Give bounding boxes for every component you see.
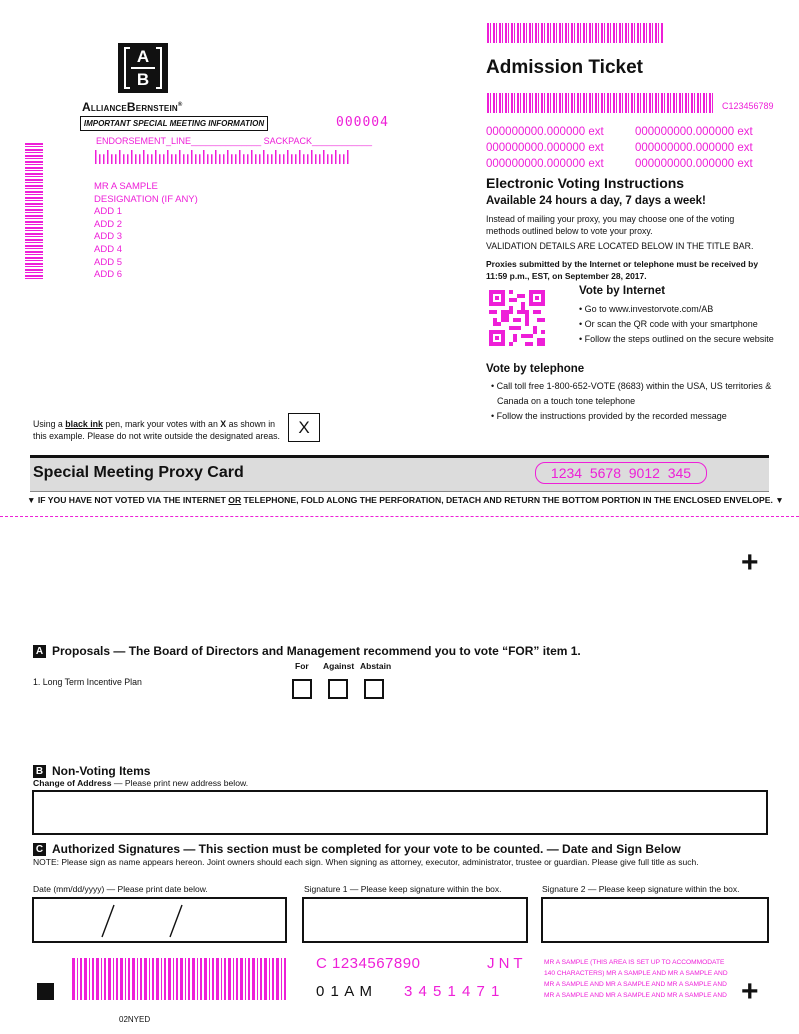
proposal-item-1: 1. Long Term Incentive Plan — [33, 677, 142, 687]
ext-codes-right — [635, 124, 753, 172]
logo-letter-b: B — [136, 70, 150, 89]
logo-letter-a: A — [136, 47, 150, 66]
ext-code: 000000000.000000 ext — [486, 158, 604, 170]
qr-code-graphic — [489, 290, 545, 346]
vote-column-for: For — [295, 661, 309, 671]
signature-2-field[interactable] — [541, 897, 769, 943]
registration-plus-bottom: + — [741, 975, 759, 1008]
phone-step: Canada on a touch tone telephone — [497, 396, 636, 406]
ink-instructions: Using a black ink pen, mark your votes with an X as shown in this example. Please do not write outside the designated areas. — [33, 419, 280, 441]
ext-code: 000000000.000000 ext — [635, 126, 753, 138]
signature-1-field[interactable] — [302, 897, 528, 943]
endorsement-line: ENDORSEMENT_LINE______________ SACKPACK____________ — [96, 136, 373, 146]
footer-control-number: C 1234567890 — [316, 955, 421, 972]
vote-abstain-checkbox[interactable] — [364, 679, 384, 699]
mailing-address — [94, 181, 198, 282]
ticket-barcode-top — [487, 23, 663, 43]
ext-code: 000000000.000000 ext — [486, 126, 604, 138]
perforation-line[interactable] — [0, 516, 799, 517]
phone-step: • Call toll free 1-800-652-VOTE (8683) within the USA, US territories & — [491, 381, 772, 391]
vote-for-checkbox[interactable] — [292, 679, 312, 699]
change-of-address-label: Change of Address — Please print new address below. — [33, 778, 249, 788]
fold-notice: ▼ IF YOU HAVE NOT VOTED VIA THE INTERNET OR TELEPHONE, FOLD ALONG THE PERFORATION, DETACH AND RETURN THE BOTTOM PORTION IN THE ENCLOSED ENVELOPE. ▼ — [27, 495, 784, 505]
internet-step: • Or scan the QR code with your smartphone — [579, 319, 758, 329]
internet-step: • Go to www.investorvote.com/AB — [579, 304, 714, 314]
address-line: ADD 6 — [94, 269, 122, 281]
registration-plus-top: + — [741, 546, 759, 579]
address-line: MR A SAMPLE — [94, 181, 158, 192]
section-c-badge: C — [33, 843, 46, 856]
voting-intro: Instead of mailing your proxy, you may choose one of the voting methods outlined below to vote your proxy. — [486, 214, 735, 236]
control-code: C123456789 — [722, 101, 774, 111]
change-of-address-field[interactable] — [32, 790, 768, 835]
brand-name: AllianceBernstein® — [82, 100, 183, 114]
phone-steps — [491, 379, 771, 424]
footer-code-right: 3 4 5 1 4 7 1 — [404, 983, 501, 1000]
footer-code-left: 0 1 A M — [316, 983, 374, 1000]
address-line: ADD 3 — [94, 231, 122, 243]
section-a-badge: A — [33, 645, 46, 658]
sample-line: MR A SAMPLE AND MR A SAMPLE AND MR A SAMPLE AND — [544, 981, 727, 988]
postal-barcode-tall — [95, 150, 350, 164]
phone-heading: Vote by telephone — [486, 363, 585, 375]
sample-line: 140 CHARACTERS) MR A SAMPLE AND MR A SAMPLE AND — [544, 970, 728, 977]
signature-2-label: Signature 2 — Please keep signature within the box. — [542, 884, 740, 894]
address-line: ADD 1 — [94, 206, 122, 218]
address-line: DESIGNATION (IF ANY) — [94, 193, 198, 205]
down-triangle-icon: ▼ — [27, 495, 36, 505]
address-line: ADD 2 — [94, 218, 122, 230]
section-b-badge: B — [33, 765, 46, 778]
ext-code: 000000000.000000 ext — [635, 142, 753, 154]
important-info-label: IMPORTANT SPECIAL MEETING INFORMATION — [80, 116, 268, 131]
internet-steps — [579, 302, 774, 347]
section-b-title: Non-Voting Items — [52, 764, 151, 778]
footer-barcode — [72, 958, 288, 1000]
footer-jnt: J N T — [487, 955, 523, 972]
date-separators — [34, 899, 285, 941]
voting-availability: Available 24 hours a day, 7 days a week! — [486, 195, 706, 207]
date-field[interactable] — [32, 897, 287, 943]
footer-sample-names — [544, 957, 728, 1001]
down-triangle-icon: ▼ — [775, 495, 784, 505]
ext-code: 000000000.000000 ext — [635, 158, 753, 170]
proxy-card-title: Special Meeting Proxy Card — [33, 464, 244, 481]
signature-1-label: Signature 1 — Please keep signature within the box. — [304, 884, 502, 894]
sample-line: MR A SAMPLE (THIS AREA IS SET UP TO ACCOMMODATE — [544, 959, 725, 966]
section-a-title: Proposals — The Board of Directors and Management recommend you to vote “FOR” item 1. — [52, 644, 581, 658]
deadline-note: Proxies submitted by the Internet or telephone must be received by 11:59 p.m., EST, on September 28, 2017. — [486, 259, 759, 281]
validation-note: VALIDATION DETAILS ARE LOCATED BELOW IN THE TITLE BAR. — [486, 241, 754, 251]
validation-code: 1234 5678 9012 345 — [535, 462, 707, 484]
internet-heading: Vote by Internet — [579, 285, 666, 297]
section-a-header — [33, 642, 581, 660]
address-line: ADD 5 — [94, 256, 122, 268]
qr-code — [489, 290, 545, 346]
voting-heading: Electronic Voting Instructions — [486, 175, 685, 191]
sample-line: MR A SAMPLE AND MR A SAMPLE AND MR A SAMPLE AND — [544, 992, 727, 999]
form-code: 02NYED — [119, 1015, 151, 1024]
vote-column-against: Against — [323, 661, 355, 671]
internet-step: • Follow the steps outlined on the secure website — [579, 334, 774, 344]
admission-ticket-title: Admission Ticket — [486, 57, 643, 78]
signature-note: NOTE: Please sign as name appears hereon. Joint owners should each sign. When signing as attorney, executor, administrator, trustee or guardian. Please give full title as such. — [33, 857, 699, 867]
section-c-header — [33, 840, 681, 858]
example-mark-box: X — [288, 413, 320, 442]
sequence-number: 000004 — [336, 115, 389, 130]
vote-against-checkbox[interactable] — [328, 679, 348, 699]
date-label: Date (mm/dd/yyyy) — Please print date below. — [33, 884, 208, 894]
ext-code: 000000000.000000 ext — [486, 142, 604, 154]
alliancebernstein-logo — [118, 43, 168, 93]
phone-step: • Follow the instructions provided by the recorded message — [491, 411, 727, 421]
address-line: ADD 4 — [94, 243, 122, 255]
ticket-barcode-mid — [487, 93, 713, 113]
corner-mark — [37, 983, 54, 1000]
title-bar — [30, 455, 769, 492]
ext-codes-left — [486, 124, 604, 172]
side-barcode — [25, 143, 43, 279]
vote-column-abstain: Abstain — [360, 661, 392, 671]
section-c-title: Authorized Signatures — This section must be completed for your vote to be counted. — Date and Sign Below — [52, 842, 681, 856]
